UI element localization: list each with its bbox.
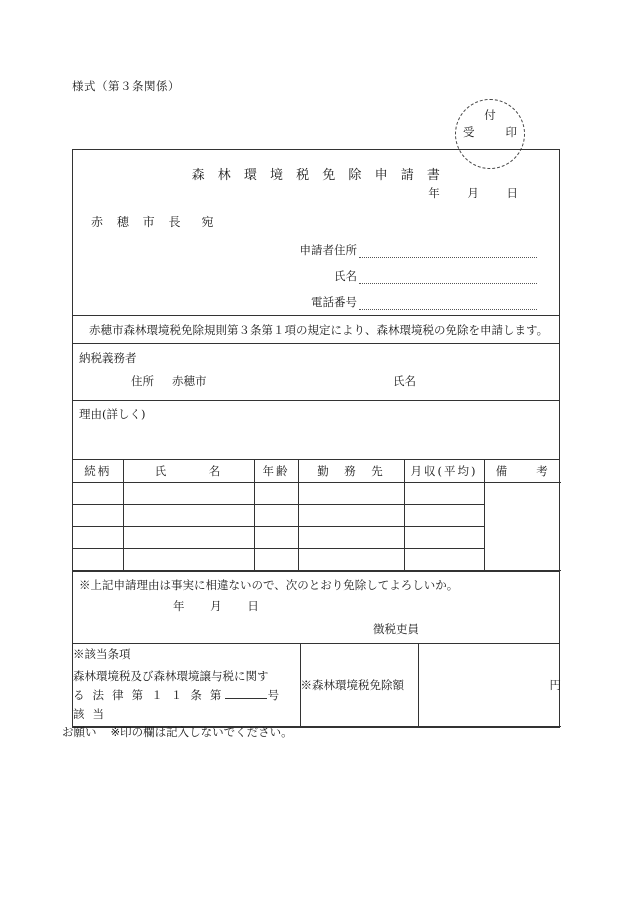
table-header-row bbox=[73, 460, 561, 483]
clause-line-2-suffix: 号 該 当 bbox=[73, 688, 282, 721]
table-row bbox=[73, 644, 561, 727]
bottom-section bbox=[73, 644, 559, 727]
clause-amount-table bbox=[73, 644, 561, 727]
applicant-address-label: 申請者住所 bbox=[299, 243, 357, 257]
applicant-fields bbox=[237, 242, 537, 320]
column-header-age: 年齢 bbox=[254, 460, 298, 483]
tax-officer-label: 徴税吏員 bbox=[373, 622, 419, 636]
column-header-relationship: 続柄 bbox=[73, 460, 123, 483]
addressee-office: 赤 穂 市 長 bbox=[91, 215, 186, 229]
cell-remarks[interactable] bbox=[484, 483, 561, 571]
application-date-line bbox=[428, 185, 519, 201]
applicant-phone-label: 電話番号 bbox=[311, 295, 357, 309]
taxpayer-address-value[interactable]: 赤穂市 bbox=[172, 374, 207, 388]
footer-note-text: ※印の欄は記入しないでください。 bbox=[110, 725, 293, 739]
date-month-label: 月 bbox=[467, 186, 480, 200]
page-title: 森 林 環 境 税 免 除 申 請 書 bbox=[191, 168, 445, 183]
form-code: 様式（第３条関係） bbox=[72, 79, 180, 93]
applicable-clause-title: ※該当条項 bbox=[73, 647, 131, 662]
cell-monthly-income[interactable] bbox=[404, 483, 484, 505]
family-table-section bbox=[73, 460, 559, 572]
seal-char-top: 付 bbox=[484, 108, 496, 122]
cell-name[interactable] bbox=[123, 505, 254, 527]
applicant-name-label: 氏名 bbox=[334, 269, 357, 283]
clause-line-2 bbox=[73, 686, 300, 724]
taxpayer-name-field bbox=[393, 373, 416, 389]
application-form-box bbox=[72, 149, 560, 728]
reason-label: 理由(詳しく) bbox=[79, 407, 146, 421]
taxpayer-name-label: 氏名 bbox=[393, 374, 416, 388]
clause-number-blank[interactable] bbox=[225, 698, 267, 699]
footer-note bbox=[62, 724, 293, 740]
date-day-label: 日 bbox=[506, 186, 519, 200]
applicant-name-field bbox=[237, 268, 537, 284]
reason-section[interactable] bbox=[73, 401, 559, 460]
taxpayer-section bbox=[73, 344, 559, 401]
column-header-workplace: 勤 務 先 bbox=[298, 460, 404, 483]
family-table bbox=[73, 460, 561, 571]
cell-age[interactable] bbox=[254, 549, 298, 571]
cell-monthly-income[interactable] bbox=[404, 505, 484, 527]
addressee bbox=[91, 213, 218, 230]
cell-age[interactable] bbox=[254, 505, 298, 527]
seal-char-right: 印 bbox=[505, 125, 517, 139]
regulation-statement: 赤穂市森林環境税免除規則第３条第１項の規定により、森林環境税の免除を申請します。 bbox=[73, 316, 559, 344]
addressee-suffix: 宛 bbox=[201, 215, 219, 229]
confirmation-year-label: 年 bbox=[173, 599, 185, 613]
applicant-address-field bbox=[237, 242, 537, 258]
column-header-monthly-income: 月収(平均) bbox=[404, 460, 484, 483]
cell-workplace[interactable] bbox=[298, 527, 404, 549]
confirmation-section bbox=[73, 572, 559, 644]
table-row bbox=[73, 483, 561, 505]
applicant-address-input[interactable] bbox=[359, 244, 537, 258]
cell-workplace[interactable] bbox=[298, 483, 404, 505]
cell-relationship[interactable] bbox=[73, 527, 123, 549]
form-header-section bbox=[73, 150, 559, 316]
cell-monthly-income[interactable] bbox=[404, 527, 484, 549]
cell-name[interactable] bbox=[123, 549, 254, 571]
seal-char-left: 受 bbox=[463, 125, 475, 139]
cell-age[interactable] bbox=[254, 527, 298, 549]
clause-line-2-prefix: る 法 律 第 １ １ 条 第 bbox=[73, 688, 224, 703]
applicant-name-input[interactable] bbox=[359, 270, 537, 284]
seal-char-row bbox=[456, 124, 524, 140]
applicable-clause-body bbox=[73, 667, 300, 724]
cell-workplace[interactable] bbox=[298, 549, 404, 571]
taxpayer-address-label: 住所 bbox=[131, 374, 154, 388]
column-header-name: 氏 名 bbox=[123, 460, 254, 483]
date-year-label: 年 bbox=[428, 186, 441, 200]
exemption-amount-label-cell: ※森林環境税免除額 bbox=[300, 644, 418, 727]
cell-monthly-income[interactable] bbox=[404, 549, 484, 571]
exemption-amount-unit: 円 bbox=[549, 678, 561, 692]
clause-line-1: 森林環境税及び森林環境譲与税に関す bbox=[73, 669, 269, 684]
cell-relationship[interactable] bbox=[73, 483, 123, 505]
taxpayer-label: 納税義務者 bbox=[79, 351, 137, 365]
confirmation-date-line bbox=[173, 598, 259, 614]
cell-workplace[interactable] bbox=[298, 505, 404, 527]
applicant-phone-input[interactable] bbox=[359, 296, 537, 310]
exemption-amount-value-cell[interactable] bbox=[418, 644, 561, 727]
confirmation-month-label: 月 bbox=[210, 599, 222, 613]
confirmation-day-label: 日 bbox=[247, 599, 259, 613]
cell-name[interactable] bbox=[123, 483, 254, 505]
cell-relationship[interactable] bbox=[73, 549, 123, 571]
cell-name[interactable] bbox=[123, 527, 254, 549]
taxpayer-address-field bbox=[131, 373, 207, 389]
applicable-clause-cell bbox=[73, 644, 300, 727]
cell-relationship[interactable] bbox=[73, 505, 123, 527]
column-header-remarks: 備 考 bbox=[484, 460, 561, 483]
applicant-phone-field bbox=[237, 294, 537, 310]
confirmation-text: ※上記申請理由は事実に相違ないので、次のとおり免除してよろしいか。 bbox=[79, 578, 459, 592]
footer-note-prefix: お願い bbox=[62, 725, 97, 739]
cell-age[interactable] bbox=[254, 483, 298, 505]
